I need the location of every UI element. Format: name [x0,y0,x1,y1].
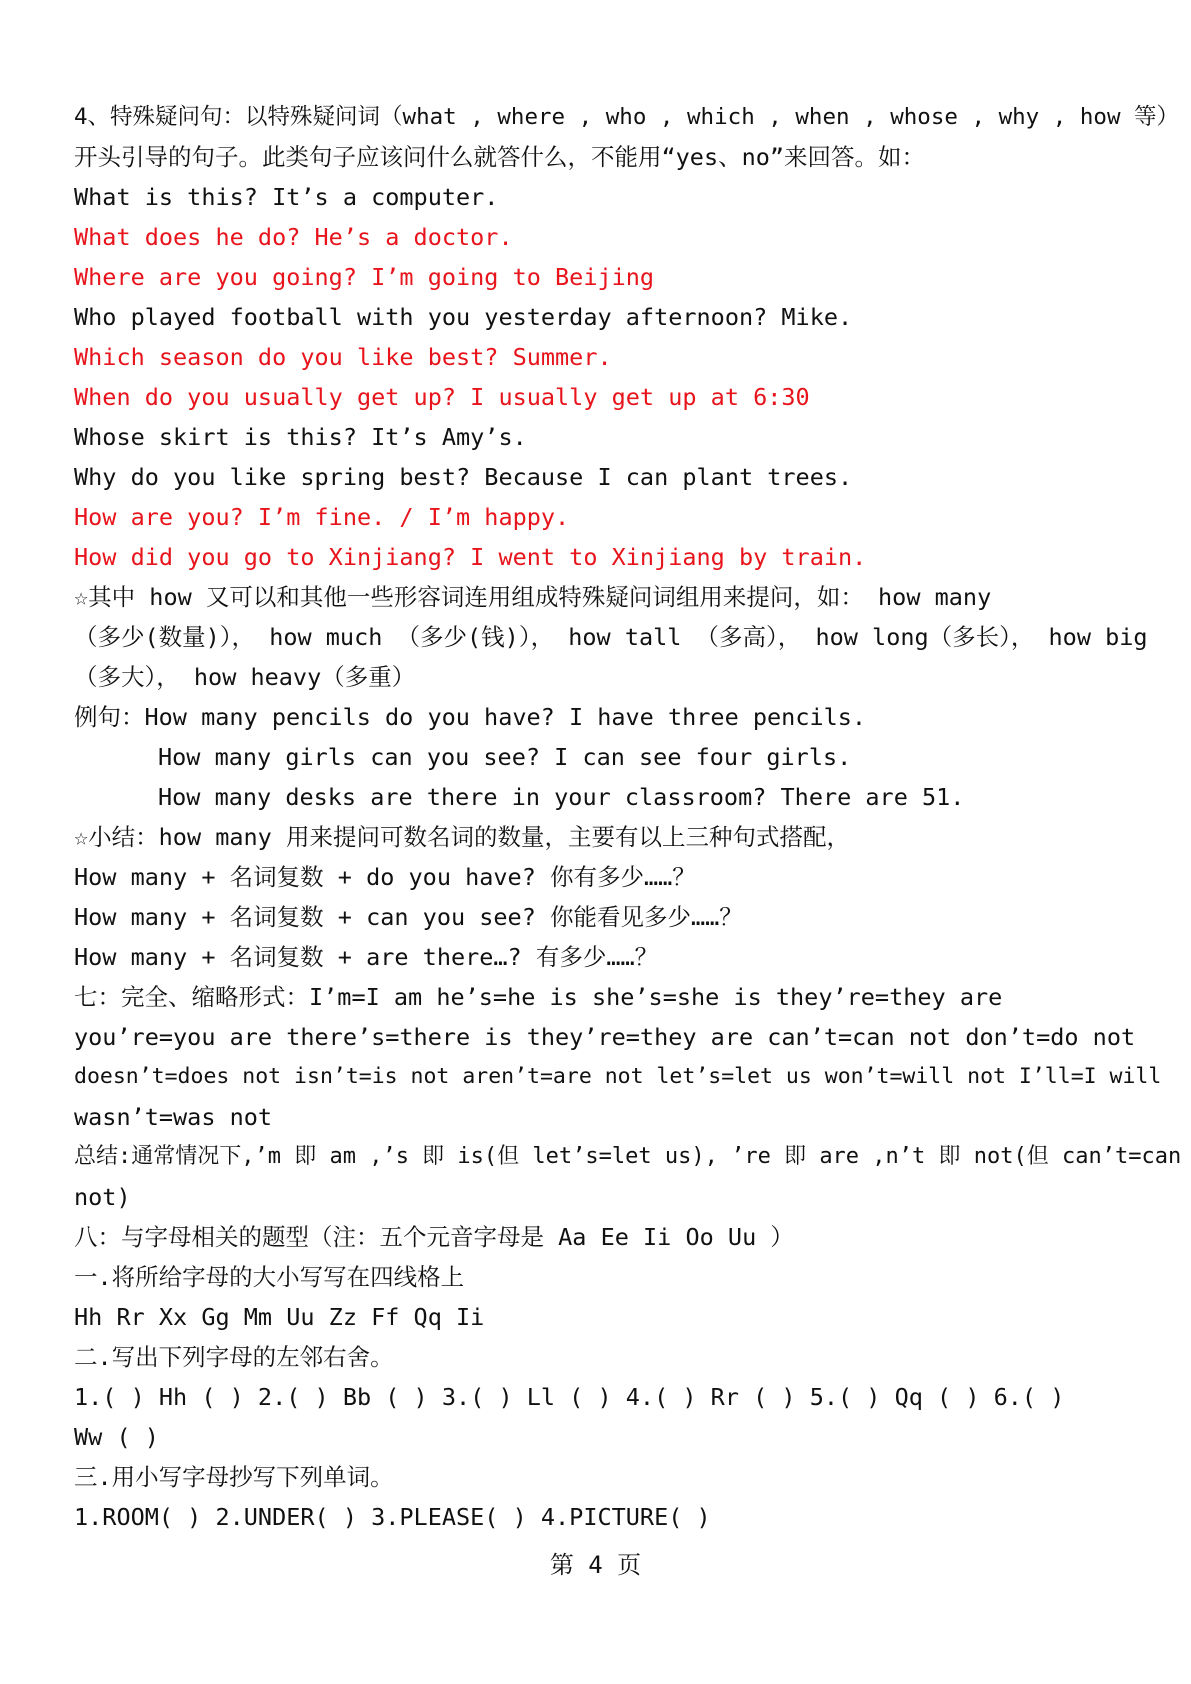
text-line-red: Where are you going? I’m going to Beijing [74,263,655,291]
text-line: How many + 名词复数 + do you have? 你有多少……？ [74,863,696,891]
text-line-red: Which season do you like best? Summer. [74,343,612,371]
text-line: 总结:通常情况下,’m 即 am ,’s 即 is(但 let’s=let us), ’re 即 are ,n’t 即 not(但 can’t=can [74,1144,1182,1169]
text-line: 4、特殊疑问句：以特殊疑问词（what , where , who , which , when , whose , why , how 等） [74,104,1180,130]
text-line: 三.用小写字母抄写下列单词。 [74,1463,394,1491]
text-line: 例句：How many pencils do you have? I have three pencils. [74,703,867,731]
text-line: 八：与字母相关的题型（注：五个元音字母是 Aa Ee Ii Oo Uu ） [74,1223,794,1251]
text-line: How many + 名词复数 + are there…? 有多少……？ [74,943,659,971]
text-line-red: What does he do? He’s a doctor. [74,223,513,251]
text-line: What is this? It’s a computer. [74,183,499,211]
page-number: 第 4 页 [549,1551,642,1579]
text-line: doesn’t=does not isn’t=is not aren’t=are not let’s=let us won’t=will not I’ll=I will [74,1064,1162,1089]
text-line: 七：完全、缩略形式：I’m=I am he’s=he is she’s=she is they’re=they are [74,983,1003,1011]
text-line: ☆小结：how many 用来提问可数名词的数量，主要有以上三种句式搭配， [74,823,850,851]
text-line-red: How did you go to Xinjiang? I went to Xinjiang by train. [74,543,867,571]
text-line: Hh Rr Xx Gg Mm Uu Zz Ff Qq Ii [74,1303,485,1331]
text-line-indented: How many desks are there in your classroom? There are 51. [158,783,965,811]
text-line-indented: How many girls can you see? I can see four girls. [158,743,852,771]
text-line: ☆其中 how 又可以和其他一些形容词连用组成特殊疑问词组用来提问，如： how many [74,583,992,611]
text-line: （多大）， how heavy（多重） [74,663,416,691]
text-line: 二.写出下列字母的左邻右舍。 [74,1343,394,1371]
text-line: Why do you like spring best? Because I can plant trees. [74,463,853,491]
text-line-red: How are you? I’m fine. / I’m happy. [74,503,570,531]
text-line: 开头引导的句子。此类句子应该问什么就答什么，不能用“yes、no”来回答。如： [74,143,926,171]
text-line: you’re=you are there’s=there is they’re=they are can’t=can not don’t=do not [74,1023,1136,1051]
text-line: How many + 名词复数 + can you see? 你能看见多少……？ [74,903,743,931]
text-line: Who played football with you yesterday afternoon? Mike. [74,303,853,331]
text-line: Ww ( ) [74,1423,159,1451]
text-line: 1.( ) Hh ( ) 2.( ) Bb ( ) 3.( ) Ll ( ) 4.( ) Rr ( ) 5.( ) Qq ( ) 6.( ) [74,1383,1065,1411]
text-line: wasn’t=was not [74,1103,273,1131]
text-line: 一.将所给字母的大小写写在四线格上 [74,1263,465,1291]
text-line-red: When do you usually get up? I usually get up at 6:30 [74,383,810,411]
text-line: not) [74,1183,131,1211]
text-line: Whose skirt is this? It’s Amy’s. [74,423,527,451]
text-line: 1.ROOM( ) 2.UNDER( ) 3.PLEASE( ) 4.PICTURE( ) [74,1503,711,1531]
text-line: （多少(数量)）， how much （多少(钱)）， how tall （多高）， how long（多长）， how big [74,623,1148,651]
